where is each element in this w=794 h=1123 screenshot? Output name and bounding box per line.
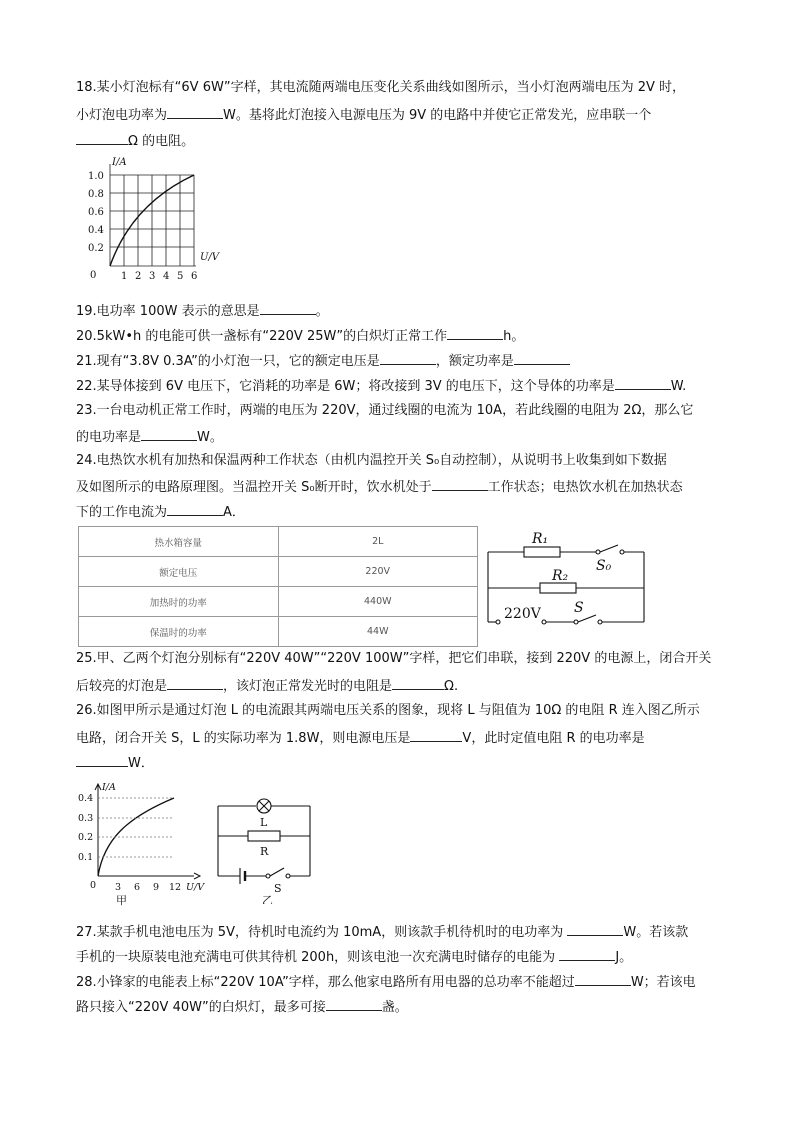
answer-blank[interactable] — [567, 923, 623, 936]
q24-line1: 24.电热饮水机有加热和保温两种工作状态（由机内温控开关 S₀自动控制），从说明书上收集到如下数据 — [76, 453, 667, 468]
x-tick: 6 — [191, 271, 198, 282]
x-axis-label: U/V — [186, 882, 205, 893]
lamp-label: L — [260, 816, 268, 829]
y-tick: 0.2 — [78, 832, 94, 843]
answer-blank[interactable] — [167, 106, 223, 119]
y-tick: 0.6 — [88, 207, 104, 218]
s0-label: S₀ — [596, 558, 612, 574]
answer-blank[interactable] — [432, 478, 488, 491]
q18-line3: Ω 的电阻。 — [76, 132, 194, 150]
table-cell: 44W — [278, 617, 478, 647]
answer-blank[interactable] — [447, 327, 503, 340]
y-axis-label: I/A — [112, 157, 127, 168]
q19-line: 19.电功率 100W 表示的意思是 。 — [76, 304, 329, 319]
table-row — [79, 617, 478, 647]
answer-blank[interactable] — [76, 754, 128, 767]
q28-line2: 路只接入“220V 40W”的白炽灯，最多可接 盏。 — [76, 1000, 408, 1015]
x-tick: 12 — [169, 882, 182, 893]
q26-line2: 电路，闭合开关 S，L 的实际功率为 1.8W，则电源电压是 V，此时定值电阻 R 的电功率是 — [76, 731, 645, 746]
figure-caption: 乙 — [262, 894, 273, 904]
q22-line: 22.某导体接到 6V 电压下，它消耗的功率是 6W；将改接到 3V 的电压下，这个导体的功率是 W. — [76, 379, 687, 394]
x-tick: 1 — [121, 271, 128, 282]
table-cell: 220V — [278, 557, 478, 587]
y-tick: 0.2 — [88, 243, 104, 254]
x-tick: 5 — [177, 271, 184, 282]
x-tick: 2 — [135, 271, 142, 282]
q26-graph-jia — [76, 780, 206, 906]
origin-label: 0 — [90, 880, 97, 891]
resistor-label: R — [260, 845, 269, 858]
q18-line2: 小灯泡电功率为 W。基将此灯泡接入电源电压为 9V 的电路中并使它正常发光，应串联一个 — [76, 108, 652, 123]
q20-line: 20.5kW•h 的电能可供一盏标有“220V 25W”的白炽灯正常工作 h。 — [76, 329, 525, 344]
figure-caption: 甲 — [116, 894, 127, 906]
q27-line1: 27.某款手机电池电压为 5V，待机时电流约为 10mA，则该款手机待机时的电功率为 W。若该款 — [76, 925, 689, 940]
q26-circuit-yi — [214, 792, 318, 904]
answer-blank[interactable] — [167, 677, 223, 690]
q18-iu-graph — [84, 156, 224, 282]
y-tick: 0.3 — [78, 813, 94, 824]
y-tick: 0.4 — [88, 225, 104, 236]
q25-line1: 25.甲、乙两个灯泡分别标有“220V 40W”“220V 100W”字样，把它们串联，接到 220V 的电源上，闭合开关 — [76, 651, 712, 666]
x-axis-label: U/V — [200, 252, 220, 263]
answer-blank[interactable] — [380, 352, 436, 365]
x-tick: 9 — [153, 882, 160, 893]
q26-line3: W． — [76, 754, 154, 772]
answer-blank[interactable] — [326, 998, 382, 1011]
x-tick: 3 — [115, 882, 122, 893]
table-row — [79, 527, 478, 557]
table-cell: 440W — [278, 587, 478, 617]
answer-blank[interactable] — [615, 377, 671, 390]
y-tick: 1.0 — [88, 171, 104, 182]
y-tick: 0.8 — [88, 189, 104, 200]
voltage-label: 220V — [504, 606, 541, 622]
switch-label: S — [274, 882, 282, 895]
r2-label: R₂ — [552, 568, 569, 584]
answer-blank[interactable] — [559, 948, 615, 961]
y-tick: 0.4 — [78, 793, 94, 804]
answer-blank[interactable] — [392, 677, 444, 690]
y-tick: 0.1 — [78, 852, 94, 863]
q27-line2: 手机的一块原装电池充满电可供其待机 200h，则该电池一次充满电时储存的电能为 J。 — [76, 950, 633, 965]
q21-line: 21.现有“3.8V 0.3A”的小灯泡一只，它的额定电压是 ，额定功率是 — [76, 352, 570, 370]
answer-blank[interactable] — [76, 132, 128, 145]
answer-blank[interactable] — [514, 352, 570, 365]
r1-label: R₁ — [532, 531, 549, 547]
answer-blank[interactable] — [141, 428, 197, 441]
table-cell: 热水箱容量 — [79, 527, 279, 557]
q24-line3: 下的工作电流为 A． — [76, 505, 245, 520]
table-cell: 额定电压 — [79, 557, 279, 587]
table-cell: 加热时的功率 — [79, 587, 279, 617]
answer-blank[interactable] — [167, 503, 223, 516]
x-tick: 3 — [149, 271, 156, 282]
table-cell: 2L — [278, 527, 478, 557]
answer-blank[interactable] — [575, 973, 631, 986]
q28-line1: 28.小锋家的电能表上标“220V 10A”字样，那么他家电路所有用电器的总功率不能超过 W；若该电 — [76, 975, 696, 990]
q23-line2: 的电功率是 W。 — [76, 430, 223, 445]
switch-s-label: S — [574, 600, 584, 616]
q18-line1: 18.某小灯泡标有“6V 6W”字样，其电流随两端电压变化关系曲线如图所示，当小灯泡两端电压为 2V 时， — [76, 80, 685, 95]
answer-blank[interactable] — [410, 729, 462, 742]
origin-label: 0 — [90, 270, 97, 281]
q24-circuit-diagram — [484, 530, 660, 634]
q23-line1: 23.一台电动机正常工作时，两端的电压为 220V，通过线圈的电流为 10A，若此线圈的电阻为 2Ω，那么它 — [76, 403, 694, 418]
y-axis-label: I/A — [102, 782, 116, 793]
q25-line2: 后较亮的灯泡是 ，该灯泡正常发光时的电阻是 Ω. — [76, 679, 459, 694]
table-cell: 保温时的功率 — [79, 617, 279, 647]
answer-blank[interactable] — [260, 302, 316, 315]
x-tick: 6 — [134, 882, 141, 893]
table-row — [79, 587, 478, 617]
table-row — [79, 557, 478, 587]
spec-table — [78, 526, 478, 647]
q26-line1: 26.如图甲所示是通过灯泡 L 的电流跟其两端电压关系的图象，现将 L 与阻值为 10Ω 的电阻 R 连入图乙所示 — [76, 703, 700, 718]
q24-line2: 及如图所示的电路原理图。当温控开关 S₀断开时，饮水机处于 工作状态；电热饮水机在加热状态 — [76, 480, 683, 495]
x-tick: 4 — [163, 271, 170, 282]
